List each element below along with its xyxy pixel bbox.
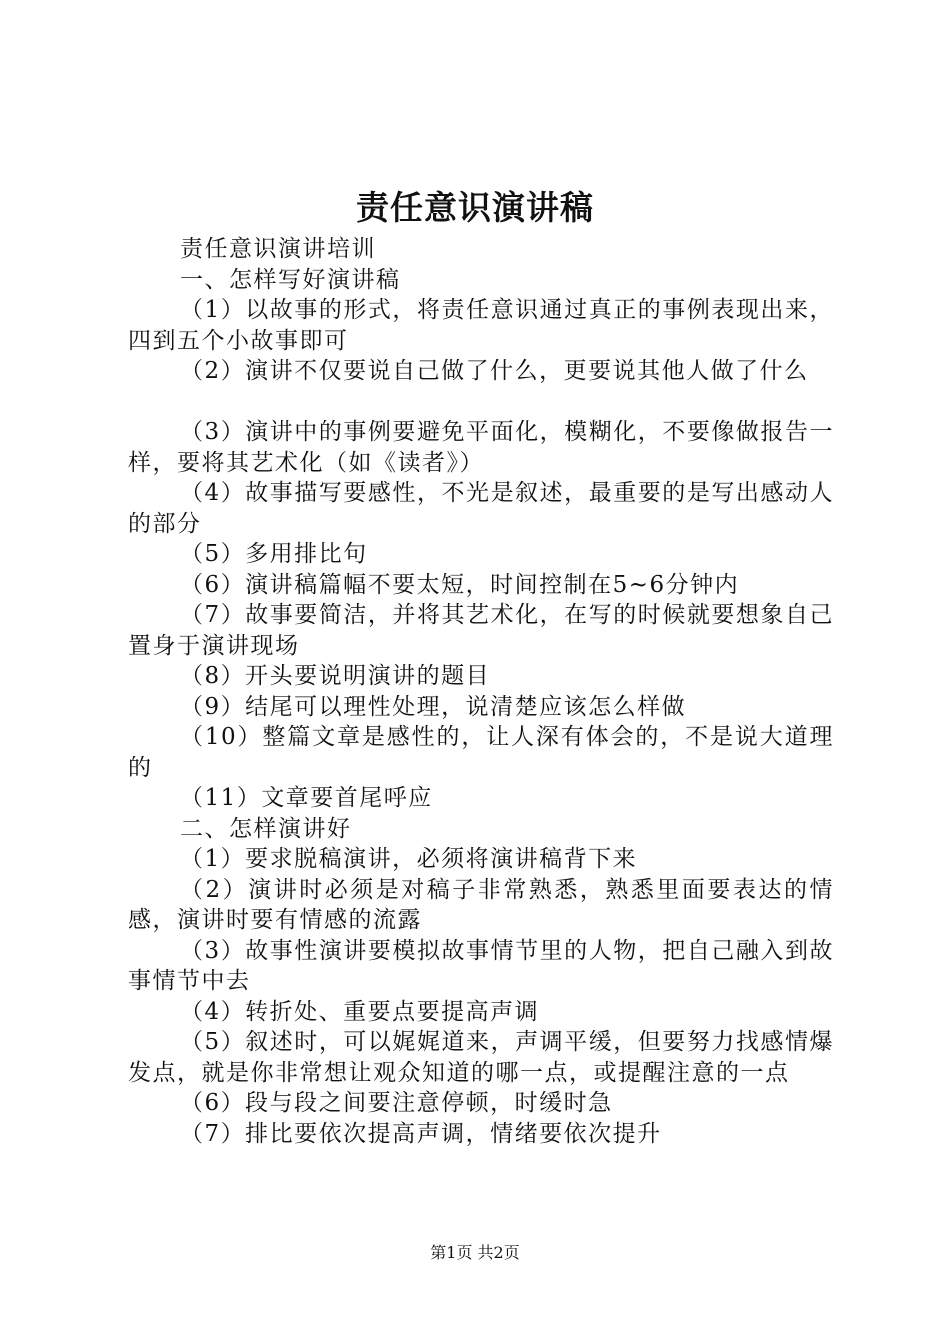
- list-item: （4）故事描写要感性，不光是叙述，最重要的是写出感动人的部分: [128, 480, 834, 537]
- page-number-footer: 第1页 共2页: [430, 1243, 520, 1262]
- document-body: [128, 234, 834, 1149]
- section-heading-delivery: 二、怎样演讲好: [180, 815, 352, 842]
- list-item: （10）整篇文章是感性的，让人深有体会的，不是说大道理的: [128, 724, 834, 781]
- list-item: （9）结尾可以理性处理，说清楚应该怎么样做: [180, 693, 687, 720]
- section-heading-writing: 一、怎样写好演讲稿: [180, 266, 401, 293]
- list-item: （1）要求脱稿演讲，必须将演讲稿背下来: [180, 846, 638, 872]
- list-item: （7）故事要简洁，并将其艺术化，在写的时候就要想象自己置身于演讲现场: [128, 602, 834, 659]
- page-title: 责任意识演讲稿: [356, 188, 594, 227]
- list-item: （3）故事性演讲要模拟故事情节里的人物，把自己融入到故事情节中去: [128, 937, 834, 994]
- list-item: （2）演讲时必须是对稿子非常熟悉，熟悉里面要表达的情感，演讲时要有情感的流露: [128, 876, 834, 933]
- list-item: （11）文章要首尾呼应: [180, 785, 433, 811]
- list-item: （6）段与段之间要注意停顿，时缓时急: [180, 1090, 613, 1116]
- list-item: （4）转折处、重要点要提高声调: [180, 998, 540, 1025]
- list-item: （3）演讲中的事例要避免平面化，模糊化，不要像做报告一样，要将其艺术化（如《读者》）: [128, 419, 834, 476]
- list-item: （8）开头要说明演讲的题目: [180, 663, 491, 689]
- list-item: （5）多用排比句: [180, 541, 368, 567]
- list-item: （2）演讲不仅要说自己做了什么，更要说其他人做了什么: [180, 358, 809, 384]
- list-item: （6）演讲稿篇幅不要太短，时间控制在5~6分钟内: [180, 571, 740, 598]
- list-item: （1）以故事的形式，将责任意识通过真正的事例表现出来，四到五个小故事即可: [128, 297, 834, 354]
- list-item: （5）叙述时，可以娓娓道来，声调平缓，但要努力找感情爆发点，就是你非常想让观众知道的哪一点，或提醒注意的一点: [128, 1029, 834, 1086]
- list-item: （7）排比要依次提高声调，情绪要依次提升: [180, 1120, 662, 1147]
- paragraph-subtitle: 责任意识演讲培训: [180, 236, 376, 262]
